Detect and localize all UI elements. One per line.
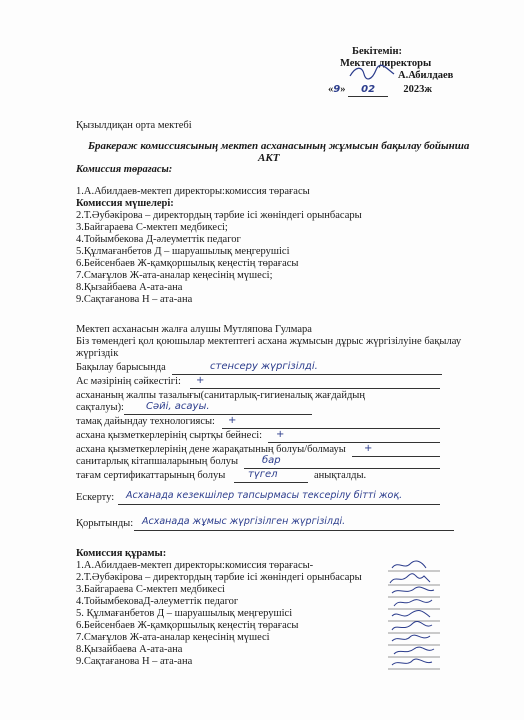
director-signature-icon	[346, 62, 398, 82]
member-item: 5.Құлмағанбетов Д – шаруашылық меңгерушісі	[76, 246, 290, 257]
composition-item: 6.Бейсенбаев Ж-қамқоршылық кеңестің төрағасы	[76, 620, 299, 631]
certs-label: тағам сертификаттарының болуы	[76, 470, 226, 481]
clean-label-continued: сақталуы):	[76, 402, 124, 413]
intro-line-continued: жүргіздік	[76, 348, 119, 359]
composition-item: 8.Қызайбаева А-ата-ана	[76, 644, 183, 655]
note-underline	[118, 504, 440, 505]
appearance-label: асхана қызметкерлерінің сыртқы бейнесі:	[76, 430, 263, 441]
tenant-line: Мектеп асханасын жалға алушы Мутляпова Гулмара	[76, 324, 312, 335]
conclusion-value: Асханада жұмыс жүргізілген жүргізілді.	[142, 516, 346, 527]
composition-heading: Комиссия құрамы:	[76, 548, 167, 559]
member-item: 2.Т.Әубәкірова – директордың тәрбие ісі жөніндегі орынбасары	[76, 210, 362, 221]
note-value: Асханада кезекшілер тапсырмасы тексерілу бітті жоқ.	[126, 490, 403, 501]
appearance-value: +	[276, 429, 285, 440]
intro-line: Біз төмендегі қол қоюшылар мектептегі асхана жұмысын дұрыс жүргізілуіне бақылау	[76, 336, 462, 347]
brakerage-underline	[172, 374, 442, 375]
member-item: 3.Байгараева С-мектеп медбикесі;	[76, 222, 228, 233]
chair-line: 1.А.Абилдаев-мектеп директоры:комиссия төрағасы	[76, 186, 310, 197]
composition-item: 1.А.Абилдаев-мектеп директоры:комиссия төрағасы-	[76, 560, 314, 571]
members-heading: Комиссия мүшелері:	[76, 198, 174, 209]
member-item: 9.Сақтағанова Н – ата-ана	[76, 294, 193, 305]
approval-date-day: 9	[333, 84, 341, 95]
menu-value: +	[196, 375, 205, 386]
note-label: Ескерту:	[76, 492, 115, 503]
composition-item: 3.Байгараева С-мектеп медбикесі	[76, 584, 225, 595]
signature-icon	[386, 558, 442, 572]
approval-director-name: А.Абилдаев	[398, 70, 454, 81]
workers-value: +	[364, 443, 373, 454]
member-item: 7.Смағұлов Ж-ата-аналар кеңесінің мүшесі;	[76, 270, 273, 281]
school-name: Қызылдиқан орта мектебі	[76, 120, 192, 131]
appearance-underline	[268, 442, 440, 443]
tech-underline	[222, 428, 440, 429]
tech-label: тамақ дайындау технологиясы:	[76, 416, 215, 427]
certs-value: түгел	[248, 469, 278, 480]
tech-value: +	[228, 415, 237, 426]
brakerage-value: стенсеру жүргізілді.	[210, 361, 318, 372]
certs-suffix: анықталды.	[314, 470, 367, 481]
clean-value: Сәйі, асауы.	[146, 401, 210, 412]
document-title: Бракераж комиссиясының мектеп асханасының жұмысын бақылау бойынша	[88, 140, 470, 152]
clean-underline	[124, 414, 312, 415]
signature-icon	[386, 656, 442, 670]
member-item: 8.Қызайбаева А-ата-ана	[76, 282, 183, 293]
composition-item: 2.Т.Әубәкірова – директордың тәрбие ісі жөніндегі орынбасары	[76, 572, 362, 583]
menu-label: Ас мәзірінің сәйкестігі:	[76, 376, 181, 387]
chair-heading: Комиссия төрағасы:	[76, 164, 173, 175]
approval-label: Бекітемін:	[352, 46, 403, 57]
signature-column	[386, 538, 446, 718]
conclusion-label: Қорытынды:	[76, 518, 134, 529]
approval-date: «9» 02 2023ж	[328, 84, 432, 95]
composition-item: 9.Сақтағанова Н – ата-ана	[76, 656, 193, 667]
approval-date-month: 02	[361, 84, 376, 95]
member-item: 4.Тойымбекова Д-әлеуметтік педагог	[76, 234, 241, 245]
composition-item: 4.ТойымбековаД-әлеуметтік педагог	[76, 596, 239, 607]
brakerage-label: Бақылау барысында	[76, 362, 166, 373]
certs-underline	[234, 482, 308, 483]
menu-underline	[190, 388, 440, 389]
workers-underline	[352, 456, 440, 457]
conclusion-underline	[134, 530, 454, 531]
clean-label: асхананың жалпы тазалығы(санитарлық-гигиеналық жағдайдың	[76, 390, 365, 401]
approval-date-year: 2023ж	[403, 84, 432, 95]
member-item: 6.Бейсенбаев Ж-қамқоршылық кеңестің төрағасы	[76, 258, 299, 269]
books-label: санитарлық кітапшаларының болуы	[76, 456, 239, 467]
books-value: бар	[262, 455, 281, 466]
composition-item: 7.Смағұлов Ж-ата-аналар кеңесінің мүшесі	[76, 632, 270, 643]
approval-position: Мектеп директоры	[340, 58, 432, 69]
workers-label: асхана қызметкерлерінің дене жарақатының болуы/болмауы	[76, 444, 346, 455]
composition-item: 5. Құлмағанбетов Д – шаруашылық меңгерушісі	[76, 608, 293, 619]
document-subtitle: АКТ	[258, 152, 280, 164]
